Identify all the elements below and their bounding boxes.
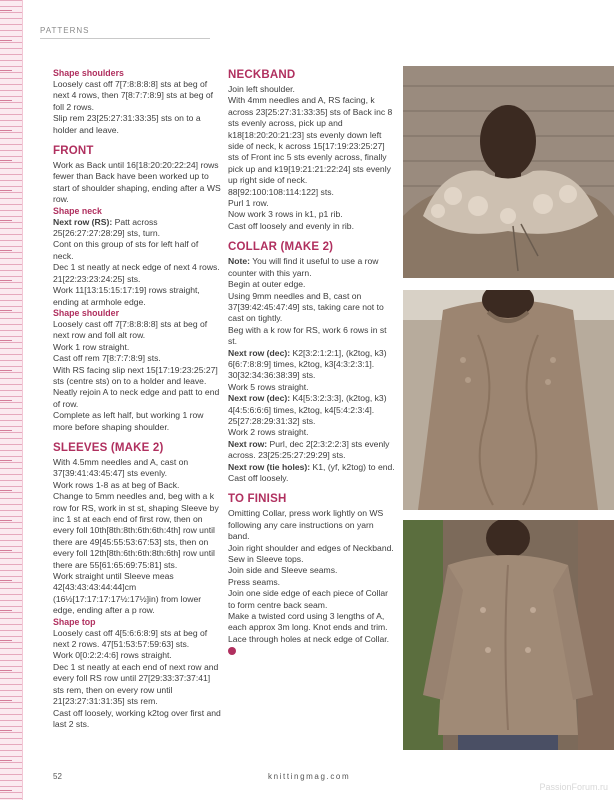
instruction-text: Purl, dec 2[2:3:2:2:3] sts evenly across. 23[25:25:27:29:29] sts. [228,438,390,461]
ruler-tick [0,700,12,701]
photo-collar-closeup [403,66,614,278]
instruction-paragraph: Loosely cast off 7[7:8:8:8:8] sts at beg of next 4 rows, then 7[8:7:7:8:9] sts at beg of foll 2 rows. [53,79,214,112]
ruler-tick [0,280,12,281]
instruction-paragraph: Omitting Collar, press work lightly on WS following any care instructions on yarn band. [228,508,384,542]
text-column-right [228,68,396,657]
instruction-paragraph: Make a twisted cord using 3 lengths of A, each approx 3m long. Knot ends and trim. [228,611,388,633]
instruction-paragraph [53,217,221,240]
instruction-paragraph: Cast off loosely and evenly in rib. [228,220,354,231]
section-heading: COLLAR (MAKE 2) [228,241,334,254]
instruction-paragraph: Cont on this group of sts for left half of neck. [53,239,199,261]
instruction-paragraph: With 4.5mm needles and A, cast on 37[39:41:43:45:47] sts evenly. [53,456,189,479]
instruction-paragraph: Dec 1 st neatly at each end of next row and every foll RS row until 27[29:33:37:37:41] sts rem, then on every row until 21[23:27:31:31:35] sts rem. [53,661,219,707]
instruction-paragraph: Change to 5mm needles and, beg with a k row for RS, work in st st, shaping Sleeve by inc 1 st at each end of first row, then on every foll 10th[8th:8th:6th:6th:4th] row until there are 49[45:55:53:67:53] sts, then on every foll 12th[8th:6th:6th:8th:6th] row until there are 55[61:65:69:75:81] sts. [53,491,219,570]
instruction-text: K4[5:3:2:3:3], (k2tog, k3) 4[4:5:6:6:6] times, k2tog, k4[5:4:2:3:4]. 25[27:28:29:31:32] sts. [228,393,387,426]
instruction-paragraph: Cast off loosely, working k2tog over first and last 2 sts. [53,707,221,729]
photo-back-view [403,520,614,750]
measuring-ruler [0,0,23,800]
ruler-tick [0,790,12,791]
instruction-paragraph: Join one side edge of each piece of Collar to form centre back seam. [228,588,389,610]
section-heading: TO FINISH [228,493,287,506]
section-tag: PATTERNS [40,26,210,39]
instruction-paragraph: Work straight until Sleeve meas 42[43:43:43:44:44]cm (16½[17:17:17:17½:17½]in) from lower edge, ending after a p row. [53,571,202,616]
ruler-tick [0,550,12,551]
instruction-paragraph: Press seams. [228,576,281,587]
ruler-tick [0,10,12,11]
ruler-tick [0,730,12,731]
ruler-tick [0,340,12,341]
instruction-paragraph [228,462,396,473]
instruction-paragraph: Work 11[13:15:15:17:19] rows straight, ending at armhole edge. [53,285,200,307]
ruler-tick [0,430,12,431]
ruler-tick [0,130,12,131]
ruler-tick [0,670,12,671]
instruction-paragraph [228,348,396,382]
instruction-paragraph [228,439,396,462]
instruction-paragraph: Join side and Sleeve seams. [228,565,338,576]
instruction-paragraph: Work rows 1-8 as at beg of Back. [53,479,180,490]
instruction-text: You will find it useful to use a row counter with this yarn. [228,256,379,278]
ruler-tick [0,460,12,461]
instruction-text: Lace through holes at neck edge of Collar. [228,633,390,644]
subsection-heading: Shape top [53,616,96,627]
section-heading: SLEEVES (MAKE 2) [53,441,164,454]
instruction-paragraph: Dec 1 st neatly at neck edge of next 4 rows. 21[22:23:23:24:25] sts. [53,262,220,284]
ruler-tick [0,490,12,491]
ruler-tick [0,100,12,101]
instruction-text: K1, (yf, k2tog) to end. [310,461,395,472]
instruction-label: Next row (RS): [53,216,113,227]
ruler-tick [0,160,12,161]
subsection-heading: Shape neck [53,205,102,216]
instruction-paragraph [228,256,396,279]
ruler-tick [0,250,12,251]
ruler-tick [0,370,12,371]
instruction-paragraph: Work 1 row straight. [53,341,130,352]
ruler-tick [0,40,12,41]
watermark: PassionForum.ru [539,782,608,792]
instruction-paragraph: Work as Back until 16[18:20:20:22:24] rows fewer than Back have been worked up to start of shoulder shaping, ending after a WS row. [53,160,221,205]
section-heading: FRONT [53,145,94,158]
subsection-heading: Shape shoulders [53,68,124,78]
instruction-paragraph: Begin at outer edge. [228,279,306,290]
photo-front-view [403,290,614,510]
instruction-paragraph: With 4mm needles and A, RS facing, k across 23[25:27:31:33:35] sts of Back inc 8 sts evenly across, pick up and k18[18:20:20:21:23] sts evenly down left side of neck, k across 15[17:19:23:25:27] sts of Front inc 5 sts evenly across, finally pick up and k19[19:21:21:22:24] sts evenly up right side of neck. 88[92:100:108:114:122] sts. [228,95,393,197]
ruler-tick [0,760,12,761]
section-heading: NECKBAND [228,69,296,81]
ruler-tick [0,580,12,581]
text-column-left [53,68,221,730]
instruction-paragraph: Beg with a k row for RS, work 6 rows in st st. [228,324,387,347]
instruction-label: Note: [228,256,250,267]
instruction-paragraph [228,393,396,427]
instruction-paragraph: Loosely cast off 7[7:8:8:8:8] sts at beg of next row and foll alt row. [53,318,208,341]
instruction-paragraph: Join left shoulder. [228,84,295,94]
ruler-tick [0,610,12,611]
instruction-paragraph [228,634,396,657]
ruler-tick [0,520,12,521]
instruction-paragraph: Now work 3 rows in k1, p1 rib. [228,209,343,220]
instruction-paragraph: Join right shoulder and edges of Neckband. Sew in Sleeve tops. [228,542,394,565]
instruction-label: Next row (tie holes): [228,461,311,472]
instruction-paragraph: Work 0[0:2:2:4:6] rows straight. [53,650,172,661]
instruction-text: K2[3:2:1:2:1], (k2tog, k3) 6[6:7:8:8:9] times, k2tog, k3[4:3:2:3:1]. 30[32:34:36:38:39] sts. [228,347,387,381]
ruler-tick [0,400,12,401]
footer-url: knittingmag.com [268,772,351,781]
instruction-paragraph: Purl 1 row. [228,198,269,209]
instruction-paragraph: Cast off rem 7[8:7:7:8:9] sts. [53,353,161,364]
instruction-text: Patt across 25[26:27:27:28:29] sts, turn. [53,216,161,239]
instruction-paragraph: Work 5 rows straight. [228,381,309,392]
page-number: 52 [53,772,62,781]
instruction-label: Next row (dec): [228,347,291,358]
ruler-tick [0,310,12,311]
ruler-tick [0,640,12,641]
subsection-heading: Shape shoulder [53,307,119,318]
instruction-paragraph: Neatly rejoin A to neck edge and patt to end of row. [53,387,220,409]
instruction-paragraph: Using 9mm needles and B, cast on 37[39:42:45:47:49] sts, taking care not to cast on tightly. [228,290,384,324]
instruction-paragraph: Cast off loosely. [228,473,289,483]
instruction-paragraph: With RS facing slip next 15[17:19:23:25:27] sts (centre sts) on to a holder and leave. [53,364,218,386]
instruction-paragraph: Loosely cast off 4[5:6:6:8:9] sts at beg of next 2 rows. 47[51:53:57:59:63] sts. [53,627,208,650]
instruction-label: Next row (dec): [228,393,291,404]
ruler-tick [0,70,12,71]
instruction-paragraph: Complete as left half, but working 1 row more before shaping shoulder. [53,410,204,432]
instruction-paragraph: Slip rem 23[25:27:31:33:35] sts on to a holder and leave. [53,113,201,135]
end-mark-icon [228,647,236,655]
ruler-tick [0,220,12,221]
instruction-label: Next row: [228,438,268,449]
instruction-paragraph: Work 2 rows straight. [228,427,309,438]
ruler-tick [0,190,12,191]
